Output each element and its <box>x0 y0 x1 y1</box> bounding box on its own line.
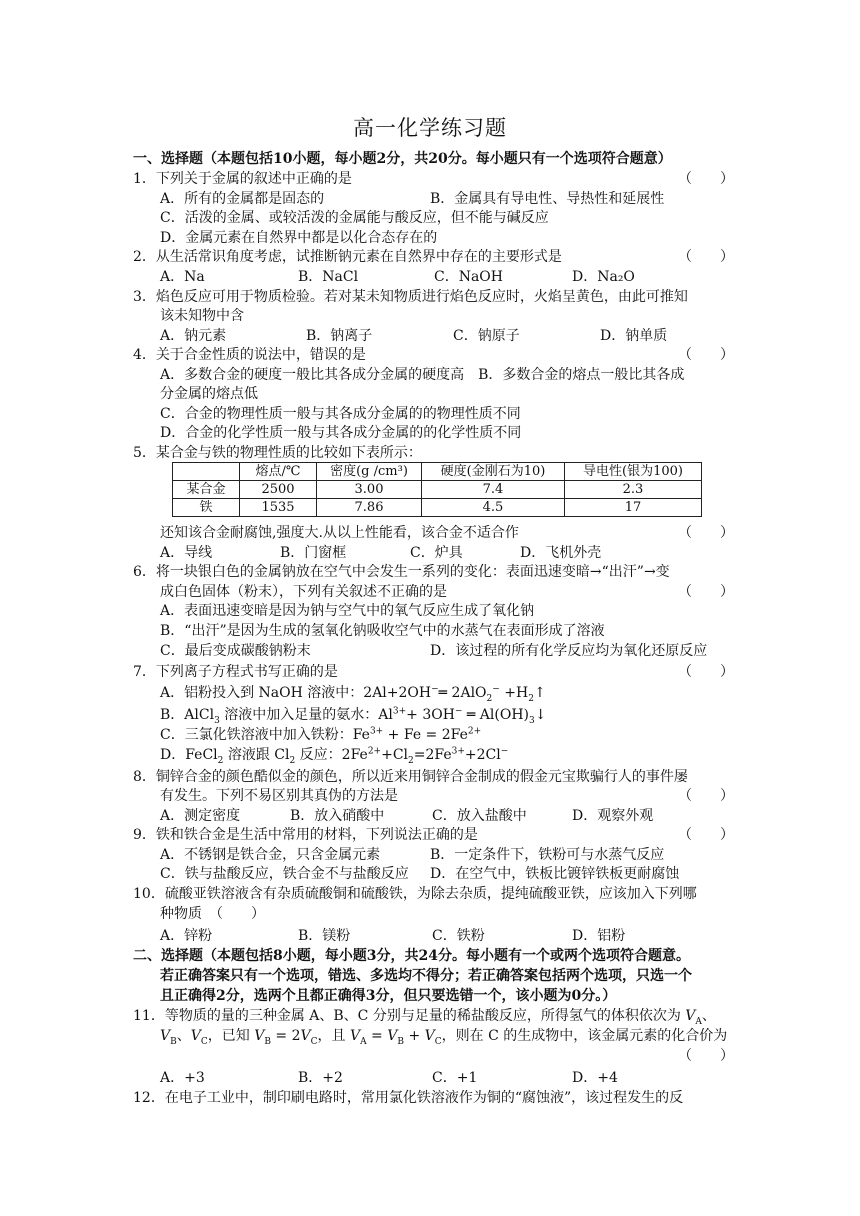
q5-stem: 5．某合金与铁的物理性质的比较如下表所示： <box>133 445 422 461</box>
q1-option-c: C．活泼的金属、或较活泼的金属能与酸反应，但不能与碱反应 <box>160 210 549 226</box>
q11-options: A．+3 B．+2 C．+1 D．+4 <box>160 1070 618 1086</box>
q3-stem: 3．焰色反应可用于物质检验。若对某未知物质进行焰色反应时，火焰呈黄色，由此可推知 <box>133 289 688 305</box>
table-header-cell: 硬度(金刚石为10) <box>422 463 565 481</box>
table-cell: 7.4 <box>422 481 565 499</box>
q7-stem: 7．下列离子方程式书写正确的是 （ ） <box>133 664 734 680</box>
table-cell: 17 <box>565 499 702 517</box>
q5-stem-cont: 还知该合金耐腐蚀,强度大.从以上性能看，该合金不适合作 （ ） <box>160 525 734 541</box>
q4-stem: 4．关于合金性质的说法中，错误的是 （ ） <box>133 347 734 363</box>
section-2-header-cont: 且正确得2分，选两个且都正确得3分，但只要选错一个，该小题为0分。） <box>160 988 617 1004</box>
q12-stem: 12．在电子工业中，制印刷电路时，常用氯化铁溶液作为铜的“腐蚀液”，该过程发生的反 <box>133 1090 684 1106</box>
table-row <box>173 481 702 499</box>
q7-option-b: B．AlCl$_3$ 溶液中加入足量的氨水：$Al^{3+}+ 3OH^-$ ═ $Al(OH)_3↓$ <box>160 706 547 726</box>
q9-stem: 9．铁和铁合金是生活中常用的材料，下列说法正确的是 （ ） <box>133 827 734 843</box>
table-cell: 1535 <box>240 499 317 517</box>
table-cell: 3.00 <box>317 481 422 499</box>
q4-options-ab-cont: 分金属的熔点低 <box>160 386 258 402</box>
q6-options-cd: C．最后变成碳酸钠粉末 D．该过程的所有化学反应均为氧化还原反应 <box>160 643 708 659</box>
q1-stem: 1．下列关于金属的叙述中正确的是 （ ） <box>133 171 734 187</box>
q2-options: A．Na B．NaCl C．NaOH D．Na₂O <box>160 269 635 285</box>
q8-stem-cont: 有发生。下列不易区别其真伪的方法是 （ ） <box>160 788 734 804</box>
q5-property-table <box>172 462 702 517</box>
q1-option-d: D．金属元素在自然界中都是以化合态存在的 <box>160 230 438 246</box>
q11-paren: （ ） <box>678 1048 734 1064</box>
table-header-cell: 导电性(银为100) <box>565 463 702 481</box>
q5-options: A．导线 B．门窗框 C．炉具 D．飞机外壳 <box>160 545 602 561</box>
table-row <box>173 499 702 517</box>
table-cell: 7.86 <box>317 499 422 517</box>
table-cell: 铁 <box>173 499 240 517</box>
q7-option-d: D．FeCl$_2$ 溶液跟 $Cl_2$ 反应：$2Fe^{2+}+Cl_2=2Fe^{3+}+2Cl^-$ <box>160 746 509 766</box>
q8-stem: 8．铜锌合金的颜色酷似金的颜色，所以近来用铜锌合金制成的假金元宝欺骗行人的事件屡 <box>133 769 688 785</box>
q4-options-ab: A．多数合金的硬度一般比其各成分金属的硬度高 B．多数合金的熔点一般比其各成 <box>160 367 685 383</box>
q2-stem: 2．从生活常识角度考虑，试推断钠元素在自然界中存在的主要形式是 （ ） <box>133 249 734 265</box>
q10-stem: 10．硫酸亚铁溶液含有杂质硫酸铜和硫酸铁，为除去杂质，提纯硫酸亚铁，应该加入下列哪 <box>133 886 697 902</box>
q8-options: A．测定密度 B．放入硝酸中 C．放入盐酸中 D．观察外观 <box>160 808 654 824</box>
q7-option-c: C．三氯化铁溶液中加入铁粉：$Fe^{3+} + Fe = 2Fe^{2+}$ <box>160 726 482 743</box>
page-title: 高一化学练习题 <box>353 116 507 140</box>
q9-options-cd: C．铁与盐酸反应，铁合金不与盐酸反应 D．在空气中，铁板比镀锌铁板更耐腐蚀 <box>160 866 680 882</box>
section-2-header: 二、选择题（本题包括8小题，每小题3分，共24分。每小题有一个或两个选项符合题意。 <box>133 948 690 964</box>
q10-stem-cont: 种物质 （ ） <box>160 906 265 922</box>
q11-stem-cont: $V_B$、$V_C$，已知 $V_B = 2V_C$，且 $V_A = V_B + V_C$，则在 C 的生成物中，该金属元素的化合价为 <box>160 1028 728 1047</box>
table-cell: 2.3 <box>565 481 702 499</box>
section-1-header: 一、选择题（本题包括10小题，每小题2分，共20分。每小题只有一个选项符合题意） <box>133 151 672 167</box>
q1-options-ab: A．所有的金属都是固态的 B．金属具有导电性、导热性和延展性 <box>160 191 665 207</box>
q6-stem-cont: 成白色固体（粉末），下列有关叙述不正确的是 （ ） <box>160 584 734 600</box>
section-2-header-cont: 若正确答案只有一个选项，错选、多选均不得分；若正确答案包括两个选项，只选一个 <box>160 968 692 984</box>
table-header-cell <box>173 463 240 481</box>
q10-options: A．锌粉 B．镁粉 C．铁粉 D．铝粉 <box>160 928 626 944</box>
q11-stem: 11．等物质的量的三种金属 A、B、C 分别与足量的稀盐酸反应，所得氢气的体积依次为 $V_A$、 <box>133 1008 716 1027</box>
q3-stem-cont: 该未知物中含 <box>160 308 244 324</box>
table-cell: 4.5 <box>422 499 565 517</box>
q4-option-d: D．合金的化学性质一般与其各成分金属的的化学性质不同 <box>160 425 522 441</box>
q4-option-c: C．合金的物理性质一般与其各成分金属的的物理性质不同 <box>160 406 521 422</box>
table-header-cell: 密度(g /cm³) <box>317 463 422 481</box>
q7-option-a: A．铝粉投入到 NaOH 溶液中：2Al+2OH−═ $2AlO_2^- +H_2↑$ <box>160 684 546 704</box>
q3-options: A．钠元素 B．钠离子 C．钠原子 D．钠单质 <box>160 328 668 344</box>
q6-option-a: A．表面迅速变暗是因为钠与空气中的氧气反应生成了氧化钠 <box>160 603 535 619</box>
q6-option-b: B．“出汗”是因为生成的氢氧化钠吸收空气中的水蒸气在表面形成了溶液 <box>160 623 605 639</box>
q9-options-ab: A．不锈钢是铁合金，只含金属元素 B．一定条件下，铁粉可与水蒸气反应 <box>160 847 665 863</box>
table-header-row <box>173 463 702 481</box>
table-cell: 2500 <box>240 481 317 499</box>
table-header-cell: 熔点/℃ <box>240 463 317 481</box>
q6-stem: 6．将一块银白色的金属钠放在空气中会发生一系列的变化：表面迅速变暗→“出汗”→变 <box>133 564 670 580</box>
table-cell: 某合金 <box>173 481 240 499</box>
